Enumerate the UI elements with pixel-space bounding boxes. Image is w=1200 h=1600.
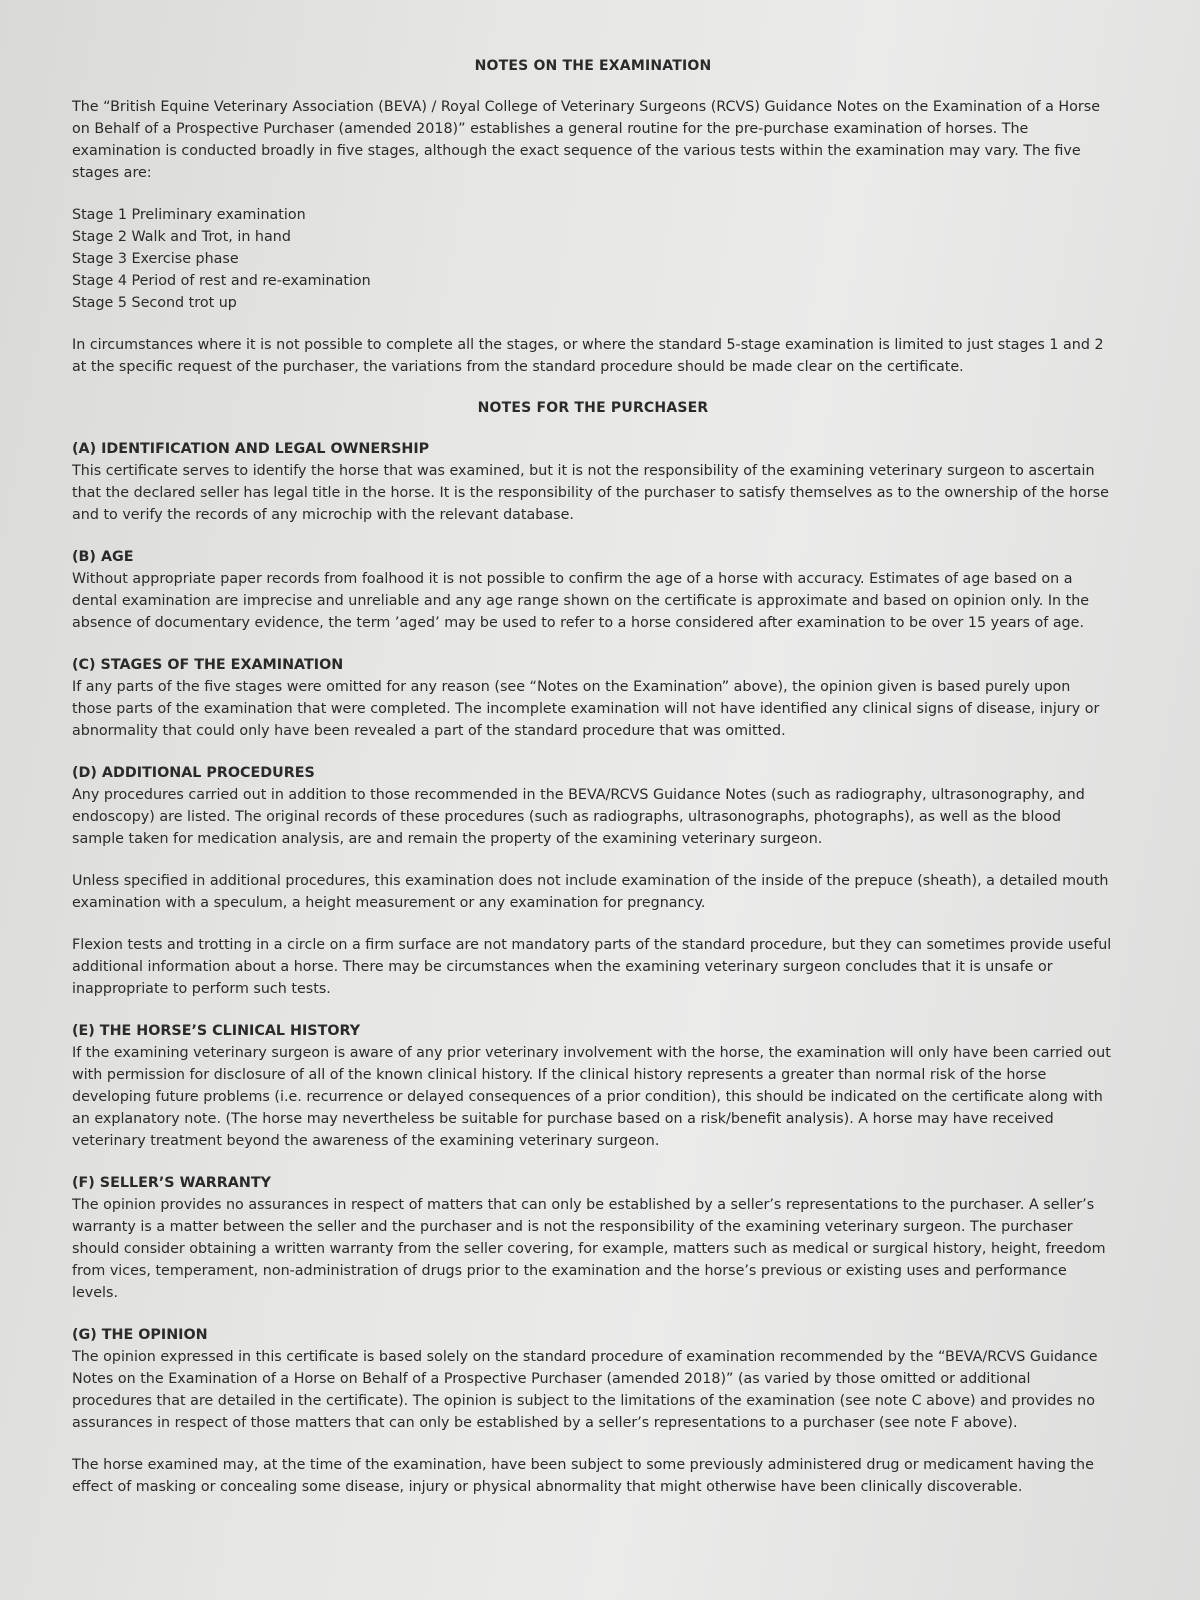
- section-paragraph: If the examining veterinary surgeon is aware of any prior veterinary involvement with the horse, the examination will only have been carried out with permission for disclosure of all of the known clinical history. If the clinical history represents a greater than normal risk of the horse developing future problems (i.e. recurrence or delayed consequences of a prior condition), this should be indicated on the certificate along with an explanatory note. (The horse may nevertheless be suitable for purchase based on a risk/benefit analysis). A horse may have received veterinary treatment beyond the awareness of the examining veterinary surgeon.: [72, 1045, 1111, 1149]
- section-title: (G) THE OPINION: [72, 1327, 208, 1343]
- section-paragraph: The horse examined may, at the time of the examination, have been subject to some previously administered drug or medicament having the effect of masking or concealing some disease, injury or physical abnormality that might otherwise have been clinically discoverable.: [72, 1457, 1094, 1495]
- circumstances-paragraph: In circumstances where it is not possible to complete all the stages, or where the standard 5-stage examination is limited to just stages 1 and 2 at the specific request of the purchaser, the variations from the standard procedure should be made clear on the certificate.: [72, 337, 1104, 375]
- section-paragraph: Unless specified in additional procedures, this examination does not include examination of the inside of the prepuce (sheath), a detailed mouth examination with a speculum, a height measurement or any examination for pregnancy.: [72, 873, 1109, 911]
- section-paragraph: Flexion tests and trotting in a circle on a firm surface are not mandatory parts of the standard procedure, but they can sometimes provide useful additional information about a horse. There may be circumstances when the examining veterinary surgeon concludes that it is unsafe or inappropriate to perform such tests.: [72, 937, 1112, 997]
- section-title: (E) THE HORSE’S CLINICAL HISTORY: [72, 1023, 361, 1039]
- notes-for-purchaser-heading: NOTES FOR THE PURCHASER: [477, 400, 709, 416]
- section-sellers-warranty: [72, 1172, 1114, 1304]
- section-age: [72, 546, 1114, 634]
- section-title: (A) IDENTIFICATION AND LEGAL OWNERSHIP: [72, 441, 430, 457]
- section-identification: [72, 438, 1114, 526]
- stages-list: [72, 204, 1114, 314]
- stage-item: Stage 5 Second trot up: [72, 295, 237, 311]
- section-opinion: [72, 1324, 1114, 1498]
- section-title: (C) STAGES OF THE EXAMINATION: [72, 657, 344, 673]
- section-additional-procedures: [72, 762, 1114, 1000]
- stage-item: Stage 4 Period of rest and re-examination: [72, 273, 371, 289]
- section-paragraph: This certificate serves to identify the horse that was examined, but it is not the responsibility of the examining veterinary surgeon to ascertain that the declared seller has legal title in the horse. It is the responsibility of the purchaser to satisfy themselves as to the ownership of the horse and to verify the records of any microchip with the relevant database.: [72, 463, 1109, 523]
- section-title: (F) SELLER’S WARRANTY: [72, 1175, 271, 1191]
- stage-item: Stage 3 Exercise phase: [72, 251, 239, 267]
- stage-item: Stage 1 Preliminary examination: [72, 207, 306, 223]
- section-title: (D) ADDITIONAL PROCEDURES: [72, 765, 315, 781]
- section-stages: [72, 654, 1114, 742]
- section-paragraph: Without appropriate paper records from foalhood it is not possible to confirm the age of a horse with accuracy. Estimates of age based on a dental examination are imprecise and unreliable and any age range shown on the certificate is approximate and based on opinion only. In the absence of documentary evidence, the term ’aged’ may be used to refer to a horse considered after examination to be over 15 years of age.: [72, 571, 1090, 631]
- notes-on-examination-heading: NOTES ON THE EXAMINATION: [474, 58, 712, 74]
- section-clinical-history: [72, 1020, 1114, 1152]
- section-title: (B) AGE: [72, 549, 134, 565]
- section-paragraph: The opinion provides no assurances in respect of matters that can only be established by a seller’s representations to the purchaser. A seller’s warranty is a matter between the seller and the purchaser and is not the responsibility of the examining veterinary surgeon. The purchaser should consider obtaining a written warranty from the seller covering, for example, matters such as medical or surgical history, height, freedom from vices, temperament, non-administration of drugs prior to the examination and the horse’s previous or existing uses and performance levels.: [72, 1197, 1106, 1301]
- stage-item: Stage 2 Walk and Trot, in hand: [72, 229, 291, 245]
- intro-paragraph: The “British Equine Veterinary Association (BEVA) / Royal College of Veterinary Surgeons (RCVS) Guidance Notes on the Examination of a Horse on Behalf of a Prospective Purchaser (amended 2018)” establishes a general routine for the pre-purchase examination of horses. The examination is conducted broadly in five stages, although the exact sequence of the various tests within the examination may vary. The five stages are:: [72, 99, 1101, 181]
- section-paragraph: Any procedures carried out in addition to those recommended in the BEVA/RCVS Guidance Notes (such as radiography, ultrasonography, and endoscopy) are listed. The original records of these procedures (such as radiographs, ultrasonographs, photographs), as well as the blood sample taken for medication analysis, are and remain the property of the examining veterinary surgeon.: [72, 787, 1085, 847]
- section-paragraph: If any parts of the five stages were omitted for any reason (see “Notes on the Examination” above), the opinion given is based purely upon those parts of the examination that were completed. The incomplete examination will not have identified any clinical signs of disease, injury or abnormality that could only have been revealed a part of the standard procedure that was omitted.: [72, 679, 1100, 739]
- section-paragraph: The opinion expressed in this certificate is based solely on the standard procedure of examination recommended by the “BEVA/RCVS Guidance Notes on the Examination of a Horse on Behalf of a Prospective Purchaser (amended 2018)” (as varied by those omitted or additional procedures that are detailed in the certificate). The opinion is subject to the limitations of the examination (see note C above) and provides no assurances in respect of those matters that can only be established by a seller’s representations to a purchaser (see note F above).: [72, 1349, 1098, 1431]
